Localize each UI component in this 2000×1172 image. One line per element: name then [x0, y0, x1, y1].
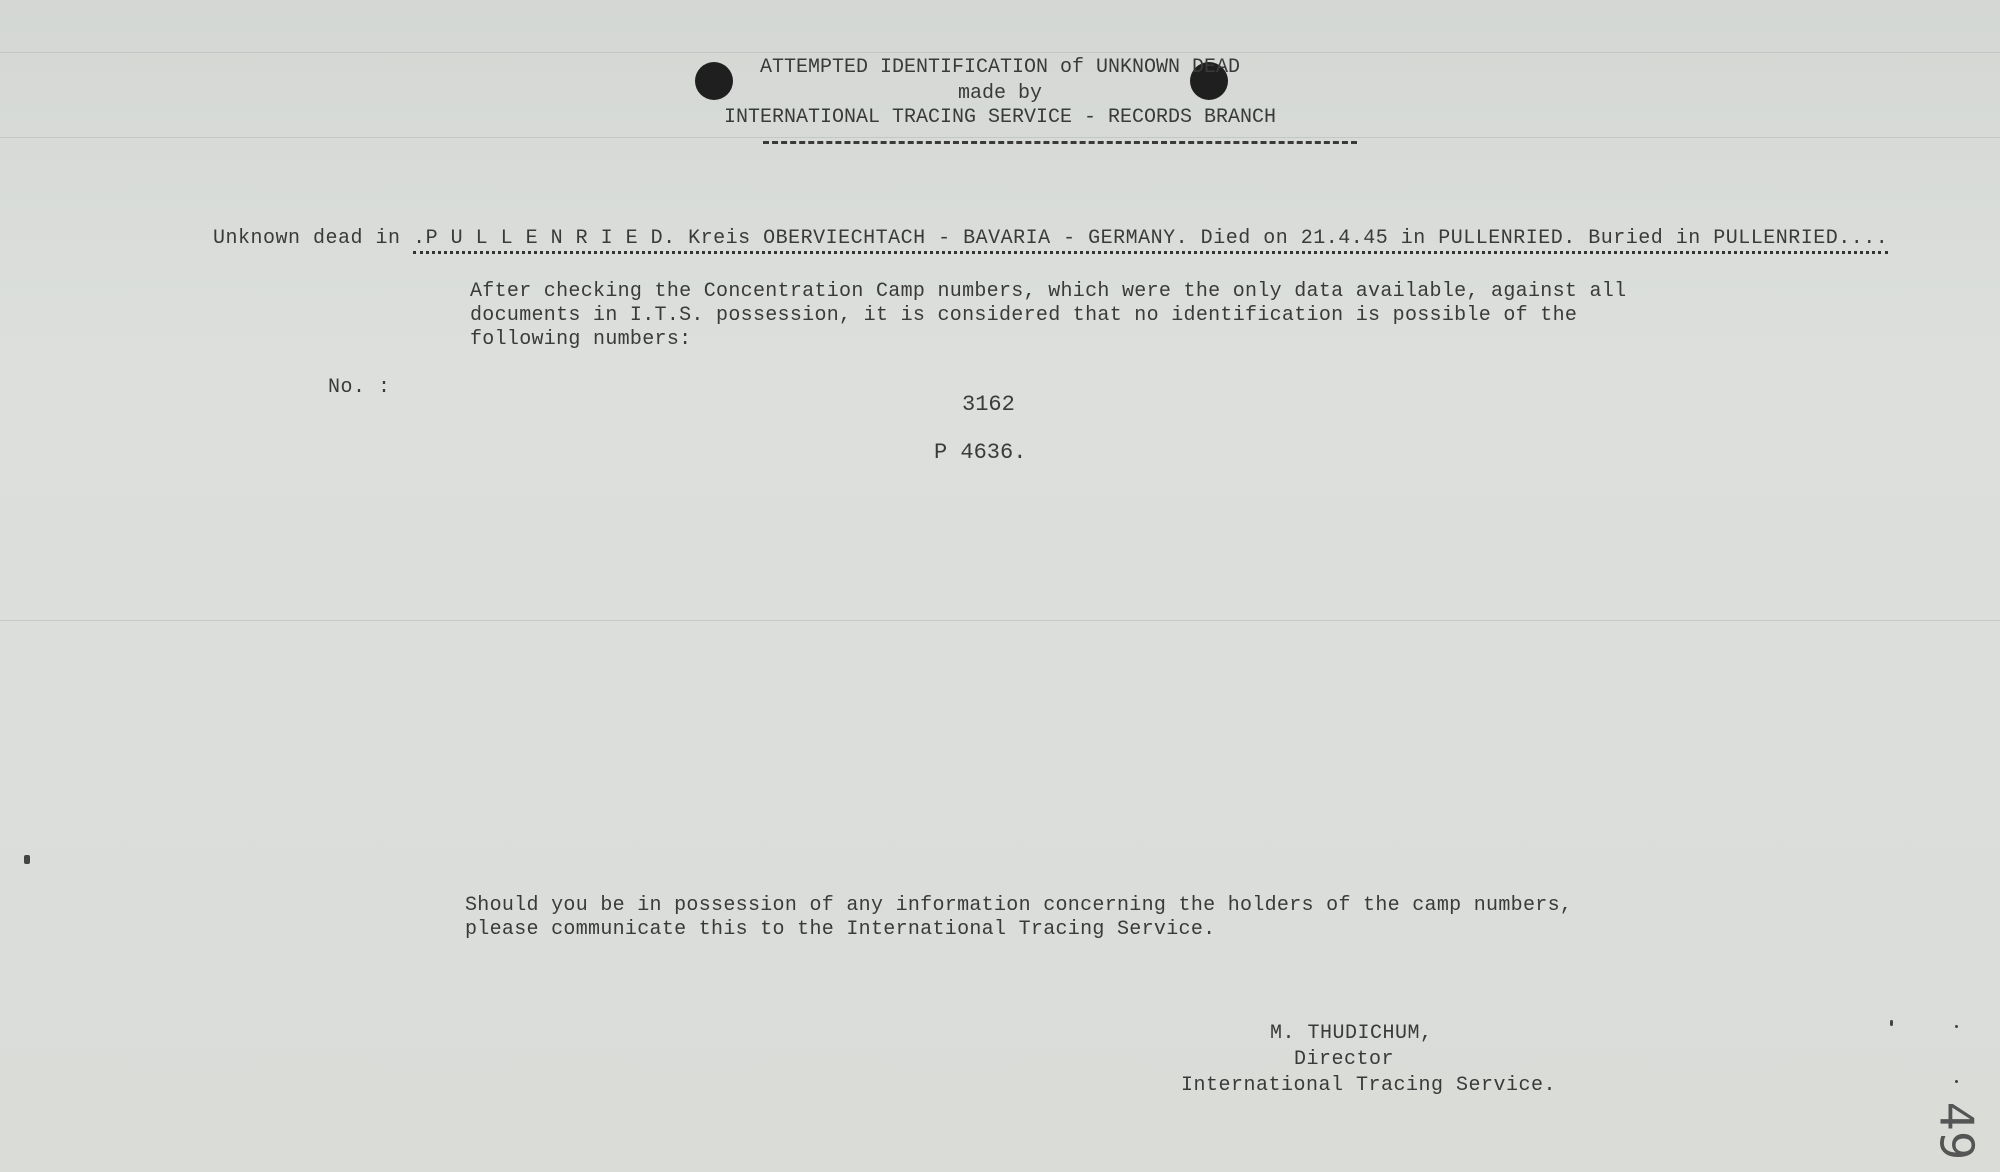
page-number: 49 — [1929, 1101, 1984, 1161]
document-title: ATTEMPTED IDENTIFICATION of UNKNOWN DEAD — [759, 56, 1241, 79]
issuing-branch: INTERNATIONAL TRACING SERVICE - RECORDS BRANCH — [723, 106, 1277, 129]
document-subtitle: made by — [957, 82, 1042, 105]
closing-paragraph-line: please communicate this to the International Tracing Service. — [465, 918, 1216, 941]
card-rule — [0, 620, 2000, 621]
body-paragraph-line: documents in I.T.S. possession, it is considered that no identification is possible of the — [470, 304, 1578, 327]
camp-number: 3162 — [962, 392, 1015, 417]
header-underline — [763, 141, 1357, 144]
signatory-role: Director — [1294, 1048, 1395, 1071]
card-rule — [0, 137, 2000, 138]
ink-speck — [1890, 1020, 1893, 1026]
ink-speck — [24, 855, 30, 864]
signatory-organization: International Tracing Service. — [1181, 1074, 1557, 1097]
body-paragraph-line: following numbers: — [470, 328, 692, 351]
location-details: .P U L L E N R I E D. Kreis OBERVIECHTACH - BAVARIA - GERMANY. Died on 21.4.45 in PULLENRIED. Buried in PULLENRIED.... — [413, 227, 1888, 254]
location-line — [163, 204, 1888, 277]
body-paragraph-line: After checking the Concentration Camp numbers, which were the only data available, against all — [470, 280, 1627, 303]
camp-number: P 4636. — [934, 440, 1027, 465]
closing-paragraph-line: Should you be in possession of any information concerning the holders of the camp numbers, — [465, 894, 1573, 917]
signatory-name: M. THUDICHUM, — [1270, 1022, 1433, 1045]
ink-speck — [1955, 1025, 1958, 1028]
ink-speck — [1955, 1080, 1958, 1083]
numbers-label: No. : — [328, 376, 391, 399]
location-prefix: Unknown dead in — [213, 227, 401, 250]
card-rule — [0, 52, 2000, 53]
